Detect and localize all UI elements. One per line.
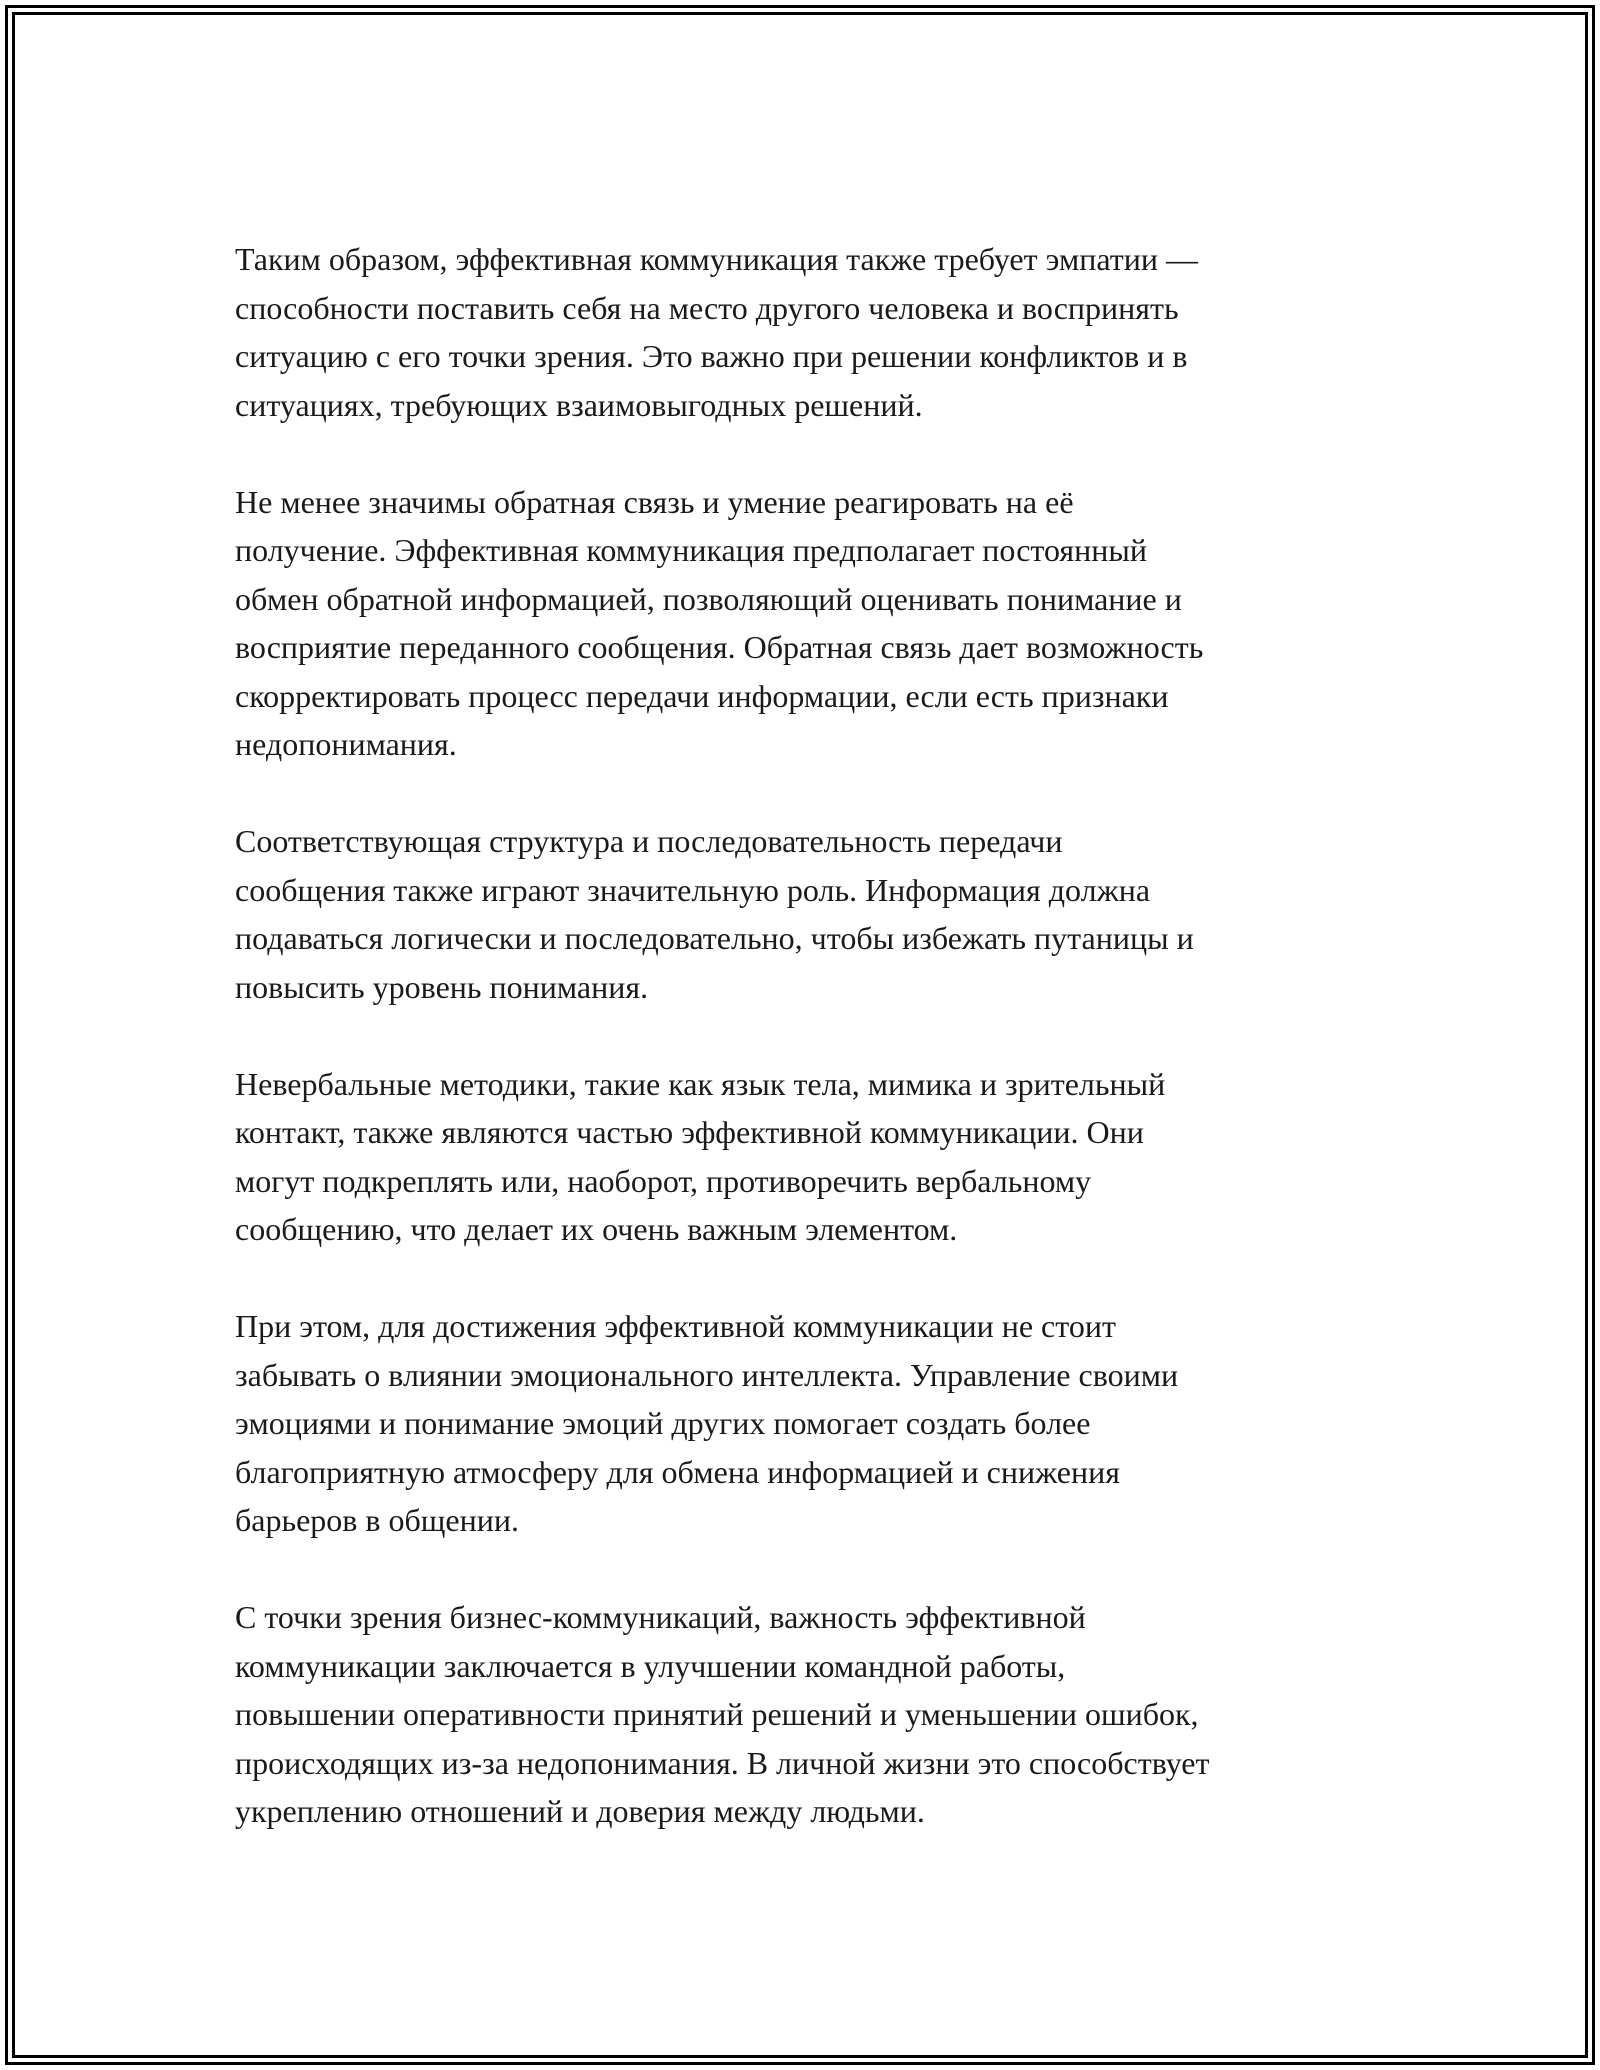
- text-line: При этом, для достижения эффективной коммуникации не стоит: [235, 1308, 1116, 1344]
- text-line: скорректировать процесс передачи информации, если есть признаки: [235, 677, 1169, 714]
- paragraph-emotional-intelligence: [235, 1302, 1365, 1545]
- paragraph-feedback: [235, 478, 1365, 769]
- paragraph-business: [235, 1593, 1365, 1836]
- text-line: восприятие переданного сообщения. Обратная связь дает возможность: [235, 629, 1204, 665]
- text-line: ситуацию с его точки зрения. Это важно при решении конфликтов и в: [235, 338, 1188, 374]
- text-line: повысить уровень понимания.: [235, 968, 649, 1005]
- text-line: ситуациях, требующих взаимовыгодных решений.: [235, 386, 923, 423]
- text-line: Таким образом, эффективная коммуникация также требует эмпатии —: [235, 241, 1199, 277]
- text-line: происходящих из-за недопонимания. В личной жизни это способствует: [235, 1744, 1210, 1781]
- text-line: Невербальные методики, такие как язык тела, мимика и зрительный: [235, 1065, 1166, 1102]
- text-line: повышении оперативности принятий решений и уменьшении ошибок,: [235, 1696, 1199, 1732]
- text-line: сообщению, что делает их очень важным элементом.: [235, 1211, 958, 1247]
- paragraph-empathy: [235, 235, 1365, 429]
- text-line: подаваться логически и последовательно, чтобы избежать путаницы и: [235, 920, 1194, 956]
- document-body: [235, 235, 1365, 1884]
- text-line: укреплению отношений и доверия между людьми.: [235, 1793, 925, 1829]
- text-line: С точки зрения бизнес-коммуникаций, важность эффективной: [235, 1599, 1086, 1635]
- text-line: обмен обратной информацией, позволяющий оценивать понимание и: [235, 580, 1182, 617]
- text-line: получение. Эффективная коммуникация предполагает постоянный: [235, 532, 1147, 568]
- text-line: благоприятную атмосферу для обмена информацией и снижения: [235, 1453, 1120, 1490]
- paragraph-nonverbal: [235, 1060, 1365, 1254]
- text-line: коммуникации заключается в улучшении командной работы,: [235, 1647, 1066, 1684]
- text-line: Не менее значимы обратная связь и умение реагировать на её: [235, 483, 1074, 520]
- text-line: забывать о влиянии эмоционального интеллекта. Управление своими: [235, 1356, 1179, 1393]
- text-line: Соответствующая структура и последовательность передачи: [235, 823, 1063, 859]
- text-line: могут подкреплять или, наоборот, противоречить вербальному: [235, 1162, 1092, 1199]
- text-line: способности поставить себя на место другого человека и воспринять: [235, 289, 1179, 326]
- text-line: эмоциями и понимание эмоций других помогает создать более: [235, 1405, 1091, 1441]
- text-line: контакт, также являются частью эффективной коммуникации. Они: [235, 1114, 1144, 1150]
- text-line: недопонимания.: [235, 726, 457, 762]
- paragraph-structure: [235, 817, 1365, 1011]
- text-line: барьеров в общении.: [235, 1502, 519, 1538]
- text-line: сообщения также играют значительную роль. Информация должна: [235, 871, 1151, 908]
